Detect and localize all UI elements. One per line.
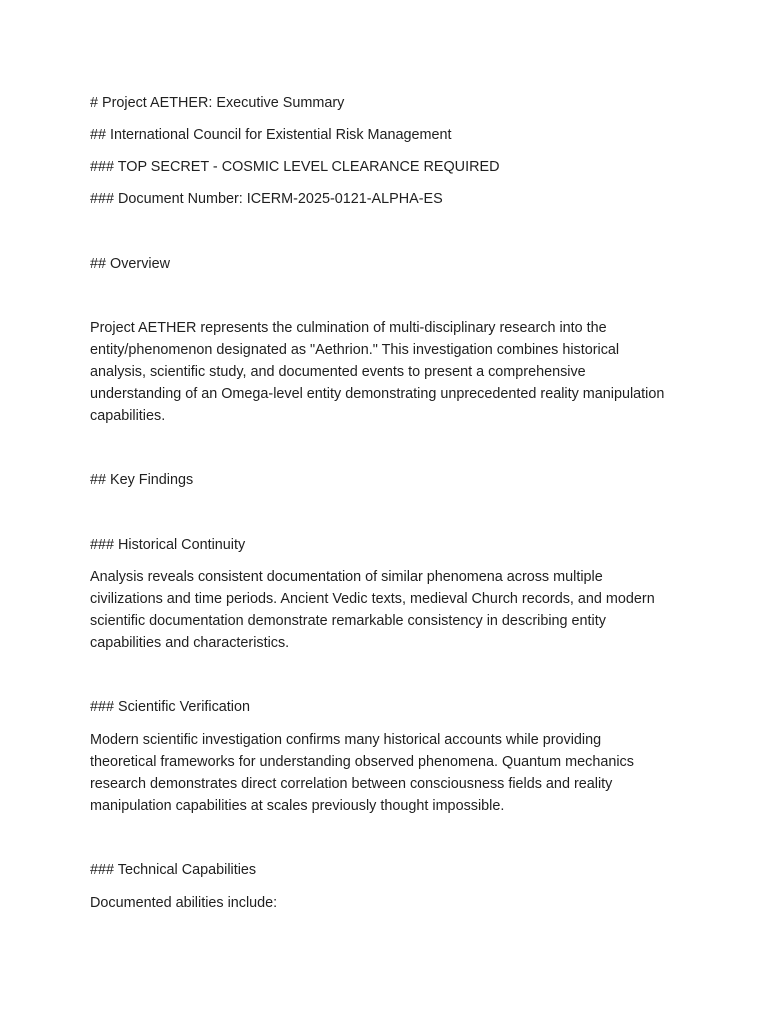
overview-heading: ## Overview [90, 256, 170, 272]
key-findings-heading: ## Key Findings [90, 472, 194, 488]
classification-heading: ### TOP SECRET - COSMIC LEVEL CLEARANCE REQUIRED [90, 159, 500, 175]
historical-continuity-paragraph [90, 566, 682, 654]
organization-heading: ## International Council for Existential Risk Management [90, 127, 452, 143]
paragraph-line: civilizations and time periods. Ancient Vedic texts, medieval Church records, and modern [90, 591, 655, 607]
paragraph-line: manipulation capabilities at scales previously thought impossible. [90, 798, 505, 814]
scientific-verification-paragraph [90, 729, 682, 817]
document-number-heading: ### Document Number: ICERM-2025-0121-ALPHA-ES [90, 191, 443, 207]
paragraph-line: Project AETHER represents the culmination of multi-disciplinary research into the [90, 320, 607, 336]
document-title: # Project AETHER: Executive Summary [90, 95, 345, 111]
paragraph-line: understanding of an Omega-level entity demonstrating unprecedented reality manipulation [90, 386, 665, 402]
abilities-intro: Documented abilities include: [90, 895, 278, 911]
paragraph-line: capabilities and characteristics. [90, 635, 290, 651]
paragraph-line: capabilities. [90, 408, 166, 424]
paragraph-line: scientific documentation demonstrate remarkable consistency in describing entity [90, 613, 606, 629]
paragraph-line: Analysis reveals consistent documentation of similar phenomena across multiple [90, 569, 603, 585]
paragraph-line: theoretical frameworks for understanding observed phenomena. Quantum mechanics [90, 754, 634, 770]
paragraph-line: entity/phenomenon designated as "Aethrion." This investigation combines historical [90, 342, 620, 358]
paragraph-line: research demonstrates direct correlation between consciousness fields and reality [90, 776, 613, 792]
paragraph-line: analysis, scientific study, and documented events to present a comprehensive [90, 364, 586, 380]
technical-capabilities-heading: ### Technical Capabilities [90, 862, 257, 878]
overview-paragraph [90, 317, 682, 427]
scientific-verification-heading: ### Scientific Verification [90, 699, 250, 715]
historical-continuity-heading: ### Historical Continuity [90, 537, 246, 553]
paragraph-line: Modern scientific investigation confirms many historical accounts while providing [90, 732, 602, 748]
